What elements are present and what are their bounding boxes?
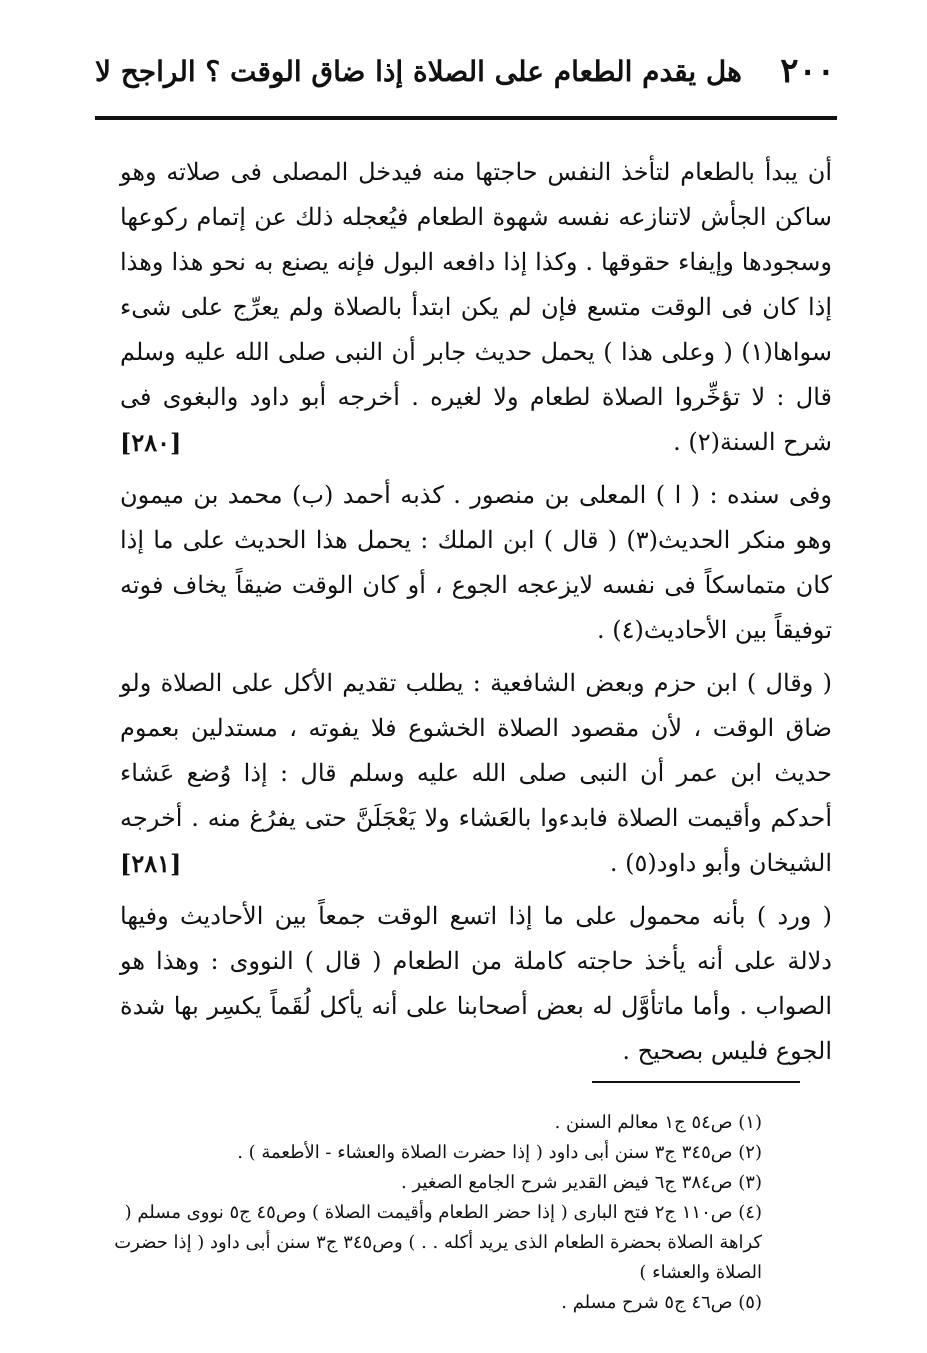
footnote-separator xyxy=(592,1081,800,1083)
running-title: هل يقدم الطعام على الصلاة إذا ضاق الوقت ؟ الراجح لا xyxy=(95,54,742,88)
page-number: ٢٠٠ xyxy=(780,51,835,91)
paragraph xyxy=(120,150,832,465)
paragraph-text: وفى سنده : ( ا ) المعلى بن منصور . كذبه أحمد (ب) محمد بن ميمون وهو منكر الحديث(٣) ( قال ) ابن الملك : يحمل هذا الحديث على ما إذا كان متماسكاً فى نفسه لايزعجه الجوع ، أو كان الوقت ضيقاً يخاف فوته توفيقاً بين الأحاديث(٤) . xyxy=(120,481,832,644)
hadith-reference-number: [٢٨١] xyxy=(120,849,182,878)
footnote: (١) ص٥٤ ج١ معالم السنن . xyxy=(554,1112,762,1133)
page-header xyxy=(95,45,835,97)
header-rule xyxy=(95,116,837,120)
hadith-reference-number: [٢٨٠] xyxy=(120,428,182,457)
footnote: (٢) ص٣٤٥ ج٣ سنن أبى داود ( إذا حضرت الصلاة والعشاء - الأطعمة ) . xyxy=(237,1142,762,1163)
paragraph-text: أن يبدأ بالطعام لتأخذ النفس حاجتها منه فيدخل المصلى فى صلاته وهو ساكن الجأش لاتنازعه نفسه شهوة الطعام فيُعجله ذلك عن إتمام ركوعها وسجودها وإيفاء حقوقها . وكذا إذا دافعه البول فإنه يصنع به نحو هذا وهذا إذا كان فى الوقت متسع فإن لم يكن ابتدأ بالصلاة ولم يعرِّج على شىء سواها(١) ( وعلى هذا ) يحمل حديث جابر أن النبى صلى الله عليه وسلم قال : لا تؤخِّروا الصلاة لطعام ولا لغيره . أخرجه أبو داود والبغوى فى شرح السنة(٢) . xyxy=(120,158,833,456)
paragraph xyxy=(120,661,832,886)
body-text xyxy=(120,150,832,1082)
footnotes xyxy=(100,1108,762,1318)
paragraph-text: ( ورد ) بأنه محمول على ما إذا اتسع الوقت جمعاً بين الأحاديث وفيها دلالة على أنه يأخذ حاجته كاملة من الطعام ( قال ) النووى : وهذا هو الصواب . وأما ماتأوَّل له بعض أصحابنا على أنه يأكل لُقَماً يكسِر بها شدة الجوع فليس بصحيح . xyxy=(120,902,832,1065)
footnote: (٣) ص٣٨٤ ج٦ فيض القدير شرح الجامع الصغير . xyxy=(401,1172,762,1193)
footnote: (٥) ص٤٦ ج٥ شرح مسلم . xyxy=(561,1292,762,1313)
paragraph xyxy=(120,473,832,653)
paragraph xyxy=(120,894,832,1074)
paragraph-text: ( وقال ) ابن حزم وبعض الشافعية : يطلب تقديم الأكل على الصلاة ولو ضاق الوقت ، لأن مقصود الصلاة الخشوع فلا يفوته ، مستدلين بعموم حديث ابن عمر أن النبى صلى الله عليه وسلم قال : إذا وُضع عَشاء أحدكم وأقيمت الصلاة فابدءوا بالعَشاء ولا يَعْجَلَنَّ حتى يفرُغ منه . أخرجه الشيخان وأبو داود(٥) . xyxy=(120,669,832,877)
footnote: (٤) ص١١٠ ج٢ فتح البارى ( إذا حضر الطعام وأقيمت الصلاة ) وص٤٥ ج٥ نووى مسلم ( كراهة الصلاة بحضرة الطعام الذى يريد أكله . . ) وص٣٤٥ ج٣ سنن أبى داود ( إذا حضرت الصلاة والعشاء ) xyxy=(114,1202,762,1283)
